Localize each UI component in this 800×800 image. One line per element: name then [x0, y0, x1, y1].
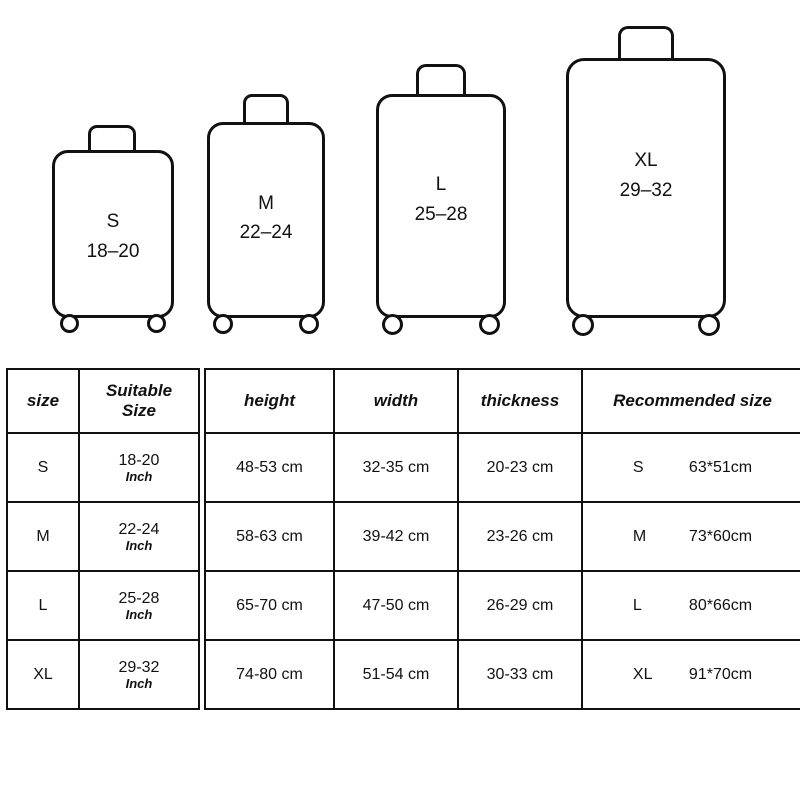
cell-width: 47-50 cm: [334, 571, 458, 640]
table-row: [7, 502, 199, 571]
luggage-size-label: M: [258, 192, 274, 214]
header-recommended-size: Recommended size: [582, 369, 800, 433]
header-size: size: [7, 369, 79, 433]
wheel-right-m: [299, 314, 319, 334]
wheel-left-s: [60, 314, 79, 333]
cell-recommended: [582, 433, 800, 502]
cell-recommended-size: S: [632, 458, 644, 476]
cell-size: S: [7, 433, 79, 502]
luggage-inch-label: 18–20: [86, 240, 140, 262]
table-row-header: [205, 369, 800, 433]
cell-height: 65-70 cm: [205, 571, 334, 640]
cell-suitable: [79, 640, 199, 709]
header-height: height: [205, 369, 334, 433]
luggage-inch-label: 25–28: [414, 203, 468, 225]
wheel-right-s: [147, 314, 166, 333]
handle-s: [88, 125, 136, 153]
header-thickness: thickness: [458, 369, 582, 433]
wheel-left-m: [213, 314, 233, 334]
luggage-size-label: S: [106, 211, 120, 233]
cell-suitable: [79, 433, 199, 502]
table-row: [205, 502, 800, 571]
header-suitable-line1: Suitable: [105, 381, 173, 400]
table-row: [7, 433, 199, 502]
wheel-left-l: [382, 314, 403, 335]
wheel-right-xl: [698, 314, 720, 336]
luggage-inch-label: 29–32: [619, 179, 673, 201]
handle-xl: [618, 26, 674, 61]
cell-height: 58-63 cm: [205, 502, 334, 571]
header-suitable-size: [79, 369, 199, 433]
cell-recommended-dimension: 73*60cm: [688, 527, 753, 545]
cell-suitable-value: 18-20: [118, 451, 160, 469]
cell-suitable-value: 22-24: [118, 520, 160, 538]
cell-recommended: [582, 640, 800, 709]
cell-size: XL: [7, 640, 79, 709]
cell-suitable-unit: Inch: [125, 606, 153, 622]
cell-thickness: 30-33 cm: [458, 640, 582, 709]
wheel-right-l: [479, 314, 500, 335]
table-row-header: [7, 369, 199, 433]
cell-recommended-dimension: 63*51cm: [688, 458, 753, 476]
luggage-illustrations: [0, 0, 800, 360]
cell-height: 48-53 cm: [205, 433, 334, 502]
header-suitable-line2: Size: [121, 401, 157, 420]
luggage-size-label: XL: [634, 150, 658, 172]
cell-suitable: [79, 502, 199, 571]
cell-width: 39-42 cm: [334, 502, 458, 571]
cell-suitable-unit: Inch: [125, 675, 153, 691]
luggage-size-label: L: [435, 174, 447, 196]
cell-thickness: 20-23 cm: [458, 433, 582, 502]
size-table-right: [204, 368, 800, 710]
cell-width: 51-54 cm: [334, 640, 458, 709]
table-row: [205, 571, 800, 640]
header-width: width: [334, 369, 458, 433]
luggage-xl: [566, 58, 726, 318]
cell-recommended-dimension: 91*70cm: [688, 665, 753, 683]
luggage-inch-label: 22–24: [239, 222, 293, 244]
cell-recommended-size: L: [632, 596, 642, 614]
luggage-m: [207, 122, 325, 318]
cell-height: 74-80 cm: [205, 640, 334, 709]
cell-suitable-value: 29-32: [118, 658, 160, 676]
cell-suitable-unit: Inch: [125, 468, 153, 484]
table-row: [7, 571, 199, 640]
table-row: [205, 640, 800, 709]
cell-thickness: 23-26 cm: [458, 502, 582, 571]
cell-recommended: [582, 502, 800, 571]
handle-l: [416, 64, 466, 97]
luggage-s: [52, 150, 174, 318]
wheel-left-xl: [572, 314, 594, 336]
cell-size: L: [7, 571, 79, 640]
table-row: [7, 640, 199, 709]
cell-size: M: [7, 502, 79, 571]
cell-recommended-dimension: 80*66cm: [688, 596, 753, 614]
cell-recommended-size: XL: [632, 665, 653, 683]
cell-width: 32-35 cm: [334, 433, 458, 502]
labels-s: [52, 207, 174, 266]
cell-suitable-value: 25-28: [118, 589, 160, 607]
cell-recommended-size: M: [632, 527, 647, 545]
size-table-left: [6, 368, 200, 710]
labels-m: [207, 189, 325, 248]
table-row: [205, 433, 800, 502]
cell-suitable: [79, 571, 199, 640]
cell-thickness: 26-29 cm: [458, 571, 582, 640]
luggage-l: [376, 94, 506, 318]
labels-l: [376, 170, 506, 229]
cell-suitable-unit: Inch: [125, 537, 153, 553]
cell-recommended: [582, 571, 800, 640]
labels-xl: [566, 146, 726, 205]
handle-m: [243, 94, 289, 125]
